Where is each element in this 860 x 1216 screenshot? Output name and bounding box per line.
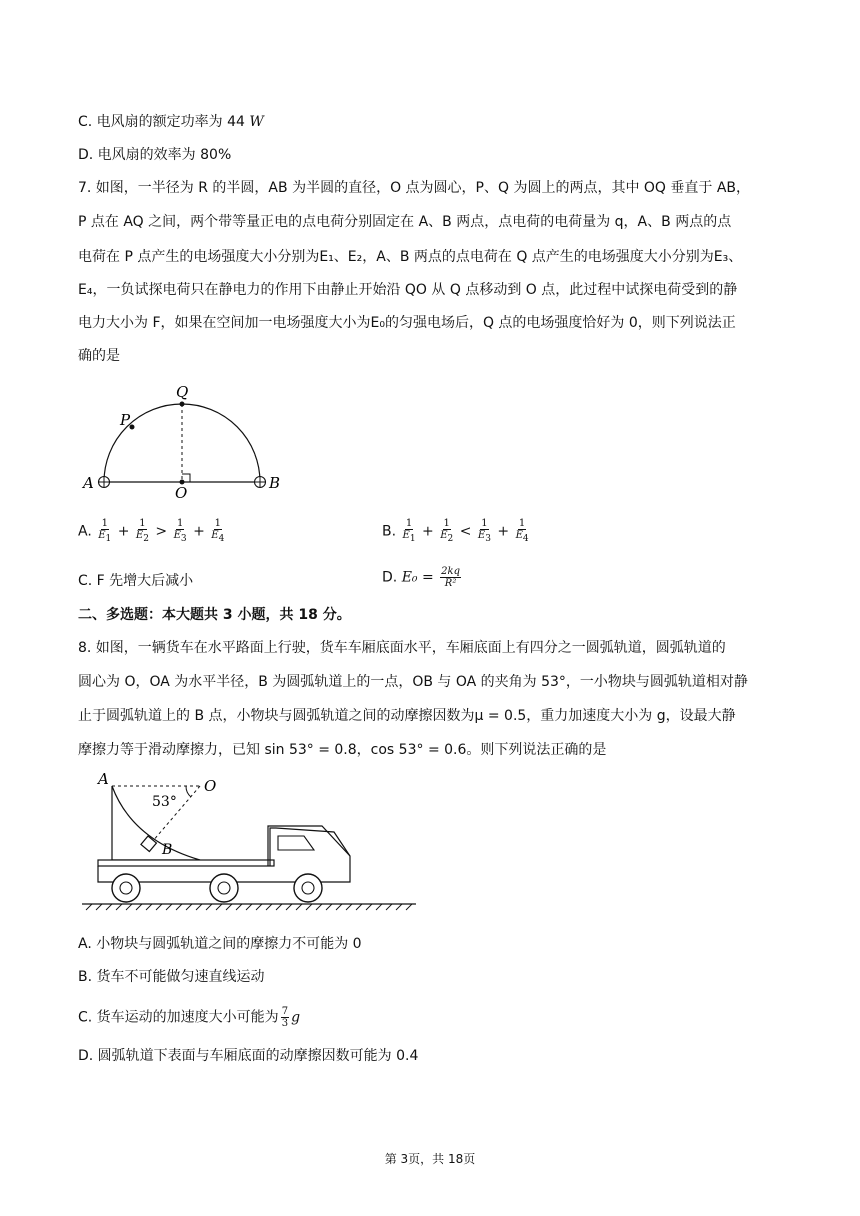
wheel-3 (294, 874, 322, 902)
q7-option-b-label: B. (382, 523, 397, 540)
label-b: B (269, 474, 281, 492)
q6-option-c-unit: W (249, 114, 264, 130)
truck-cab (268, 826, 350, 866)
q7-option-a-label: A. (78, 523, 92, 540)
q8-stem-line-2: 圆心为 O，OA 为水平半径，B 为圆弧轨道上的一点，OB 与 OA 的夹角为 53°，一小物块与圆弧轨道相对静 (78, 674, 748, 690)
q8-option-c (78, 1006, 300, 1029)
charge-a-icon (99, 477, 110, 488)
q8-stem-line-3: 止于圆弧轨道上的 B 点，小物块与圆弧轨道之间的动摩擦因数为μ = 0.5，重力加速度大小为 g，设最大静 (78, 708, 736, 724)
label-o: O (204, 777, 217, 795)
q7-option-a: A. $\frac{1}{E_1}$ + $\frac{1}{E_2}$ > $\frac{1}{E_3}$ + $\frac{1}{E_4}$ (78, 518, 225, 544)
label-q: Q (176, 383, 189, 401)
q6-option-d: D. 电风扇的效率为 80% (78, 147, 232, 163)
q6-option-c-text: C. 电风扇的额定功率为 44 (78, 114, 245, 130)
q8-option-c-text: C. 货车运动的加速度大小可能为 (78, 1009, 279, 1026)
q7-option-d-eq: E₀ = (401, 569, 439, 586)
q6-option-c (78, 112, 264, 132)
q8-option-a: A. 小物块与圆弧轨道之间的摩擦力不可能为 0 (78, 936, 362, 952)
label-a: A (83, 474, 94, 492)
q8-option-b: B. 货车不可能做匀速直线运动 (78, 969, 265, 985)
page-footer: 第 3页，共 18页 (384, 1152, 476, 1166)
q7-option-d-num: 2kq (441, 566, 460, 577)
q8-option-c-num: 7 (281, 1006, 289, 1017)
q7-stem-line-1: 7. 如图，一半径为 R 的半圆，AB 为半圆的直径，O 点为圆心，P、Q 为圆上的两点，其中 OQ 垂直于 AB， (78, 180, 751, 196)
label-b: B (162, 842, 173, 858)
point-p (130, 425, 135, 430)
q8-option-c-den: 3 (281, 1018, 289, 1029)
q7-option-d-den: R² (444, 578, 457, 589)
q7-option-c: C. F 先增大后减小 (78, 573, 194, 589)
label-o: O (175, 484, 188, 500)
section-heading: 二、多选题：本大题共 3 小题，共 18 分。 (78, 607, 351, 623)
angle-arc (186, 786, 191, 797)
point-q (180, 402, 185, 407)
truck-bed (98, 860, 274, 866)
q8-stem-line-4: 摩擦力等于滑动摩擦力，已知 sin 53° = 0.8，cos 53° = 0.6。则下列说法正确的是 (78, 742, 607, 758)
wheel-1 (112, 874, 140, 902)
q8-option-c-suffix: g (291, 1009, 301, 1026)
q7-option-d (382, 566, 463, 589)
q7-stem-line-2: P 点在 AQ 之间，两个带等量正电的点电荷分别固定在 A、B 两点，点电荷的电荷量为 q，A、B 两点的点 (78, 214, 732, 230)
charge-b-icon (255, 477, 266, 488)
q8-stem-line-1: 8. 如图，一辆货车在水平路面上行驶，货车车厢底面水平，车厢底面上有四分之一圆弧轨道，圆弧轨道的 (78, 640, 726, 656)
q7-semicircle-figure (80, 375, 290, 500)
ground-hatch (86, 904, 412, 910)
q7-stem-line-5: 电力大小为 F，如果在空间加一电场强度大小为E₀的匀强电场后，Q 点的电场强度恰好为 0，则下列说法正 (78, 315, 736, 331)
q7-option-b: B. $\frac{1}{E_1}$ + $\frac{1}{E_2}$ < $\frac{1}{E_3}$ + $\frac{1}{E_4}$ (382, 518, 529, 544)
q7-stem-line-4: E₄，一负试探电荷只在静电力的作用下由静止开始沿 QO 从 Q 点移动到 O 点，此过程中试探电荷受到的静 (78, 282, 738, 298)
label-angle: 53° (152, 794, 177, 810)
q7-stem-line-3: 电荷在 P 点产生的电场强度大小分别为E₁、E₂，A、B 两点的点电荷在 Q 点产生的电场强度大小分别为E₃、 (78, 249, 743, 265)
q7-stem-line-6: 确的是 (78, 348, 120, 364)
q8-truck-figure (82, 770, 418, 920)
truck-window (278, 836, 314, 850)
q8-option-d: D. 圆弧轨道下表面与车厢底面的动摩擦因数可能为 0.4 (78, 1048, 419, 1064)
label-a: A (98, 770, 109, 788)
wheel-2 (210, 874, 238, 902)
label-p: P (120, 411, 131, 429)
q7-option-d-label: D. (382, 569, 398, 586)
